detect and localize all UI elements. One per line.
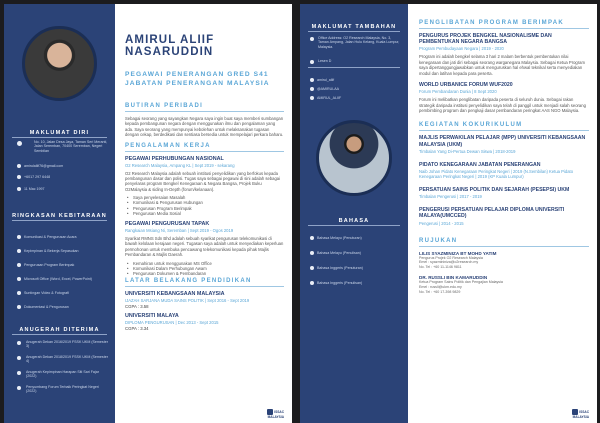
job-description: O2 Research Malaysia adalah sebuah institusi penyelidikan yang berfokus kepada pembangunan dasar dan polisi. Tugas saya sebagai pegawai di sini adalah sebagai penyelaras program Bengkel Kenegaraan & Negara Bangsa, Projek Buku O2Malaysia & siding In-Depth (forum/kelanaan). [125, 170, 281, 192]
referee-line: No. Tel : +60 17-398 9829 [419, 289, 461, 294]
phone-icon [17, 175, 21, 179]
program-meta: Forum Pembandaran Dunia | 8 Sept 2020 [419, 89, 497, 95]
language-label: Bahasa Inggeris (Penulisan) [317, 280, 363, 285]
referee-line: No. Tel : +60 11-1146 9811 [419, 264, 462, 269]
activity-title: MAJLIS PERWAKILAN PELAJAR (MPP) UNIVERSITI KEBANGSAAN MALAYSIA (UKM) [419, 135, 586, 148]
skill-item [14, 228, 107, 239]
job-title-2: JABATAN PENERANGAN MALAYSIA [125, 80, 270, 87]
job-title: PEGAWAI PERHUBUNGAN NASIONAL [125, 155, 224, 162]
divider [12, 220, 107, 221]
award-item: Anugerah Dekan 2016/2019 FSSK UKM (Semester 3) [26, 340, 108, 349]
logo-text: ISSAC MALAYSIA [267, 409, 284, 419]
referee-line: Pengurus Projek O2 Research Malaysia [419, 255, 483, 260]
skill-label: Dokumentasi & Pengurusan [24, 304, 69, 309]
job-bullet: • Saya penyelesaian Masalah [125, 195, 284, 200]
language-item [310, 229, 400, 240]
social-handle: @AMIRULAA [317, 86, 340, 91]
skill-label: Suntingan Video & Fotografi [24, 290, 69, 295]
email-row [14, 157, 107, 168]
person-name: AMIRUL ALIIF NASARUDDIN [125, 34, 215, 58]
program-meta: Program Pembudayaan Negara | 2019 - 2020 [419, 46, 504, 52]
skill-item [14, 270, 107, 281]
program-description: Forum ini melibatkan penglibatan daripada peserta di seluruh dunia. Sebagai rakan strategik daripada institusi penyelidikan saya telah di panggil untuk menjadi salah seorang pembimbing program dan pengkaji dasar pembandaran peringkat AAS NGO Malaysia. [419, 97, 586, 114]
job-bullet: • Komunikasi Dalam Perhubungan Awam [125, 266, 284, 271]
section-heading: BUTIRAN PERIBADI [125, 103, 204, 109]
program-title: WORLD URBANICE FORUM WUF2020 [419, 82, 513, 89]
globe-icon [310, 281, 314, 285]
job-bullet: • Kemahiran untuk menggunakan MS Office [125, 261, 284, 266]
cv-page-2 [300, 4, 597, 423]
language-item [310, 259, 400, 270]
divider [308, 67, 400, 68]
phone-text: +6017 297 6448 [24, 174, 51, 179]
social-handle: AMIRUL_ALIIF [317, 95, 342, 100]
email-text: amirulaliif76@gmail.com [24, 163, 64, 168]
school-name: UNIVERSITI MALAYA [125, 313, 179, 320]
skill-item [14, 284, 107, 295]
contact-heading: MAKLUMAT DIRI [29, 130, 90, 136]
section-heading: PENGLIBATAN PROGRAM BERIMPAK [419, 20, 565, 26]
divider [12, 334, 107, 335]
referee-name: LILIS SYAZMINIZA BT MOHD YATIM [419, 250, 497, 256]
skill-item [14, 256, 107, 267]
referee-line: Ketua Program Sains Politik dan Pengajian Malaysia [419, 280, 503, 285]
trophy-icon [17, 386, 21, 390]
license-icon [310, 60, 314, 64]
school-name: UNIVERSITI KEBANGSAAN MALAYSIA [125, 291, 225, 298]
award-item: Anugerah Kepimpinan Harapan Siti Sari Fajar (2022) [26, 370, 99, 379]
skills-heading: RINGKASAN KEBITARAAN [12, 213, 107, 219]
awards-heading: ANUGERAH DITERIMA [19, 327, 100, 333]
award-item: Penyumbang Forum Terbaik Peringkat Negeri (2022) [26, 385, 99, 394]
trophy-icon [17, 341, 21, 345]
language-item [310, 244, 400, 255]
activity-meta: Naib Johan Pidato Kenegaraan Peringkat Negeri | 2019 (N.Sembilan) Ketua Pidato Kenegaraan Peringkat Negeri | 2019 (KP Kuala Lumpur) [419, 169, 574, 180]
skill-item [14, 298, 107, 309]
referee-line: Emel : syazmininiza@o2research.my [419, 260, 479, 265]
job-bullet: • Pengurusan Program Berimpak [125, 206, 284, 211]
program-title: PENGURUS PROJEK BENGKEL NASIONALISME DAN PEMBENTUKAN NEGARA BANGSA [419, 33, 552, 46]
profile-paragraph: Sebagai seorang yang sayangkan Negara saya ingin buat saya memberi sumbangan kepada pembangunan negara dengan menggunakan ilmu dan pengalaman yang ada. Saya seorang yang mempunyai kebolehan untuk melaksanakan tugasan dengan cekap, berdedikasi dan sentiasa bersedia untuk mempelajari perkara baharu. [125, 116, 284, 138]
main-column-left [115, 4, 292, 423]
license-text: Lesen D [318, 59, 332, 63]
org-logo [262, 409, 284, 417]
job-meta: Rangkaian Msiang Ni, Seremban | Sept 2019 - Ogos 2019 [125, 228, 234, 234]
section-heading: KEGIATAN KOKURIKULUM [419, 122, 523, 129]
bullet-icon [17, 249, 21, 253]
section-heading: RUJUKAN [419, 237, 458, 244]
school-meta: IJAZAH SARJANA MUDA SAINS POLITIK | Sept 2016 - Sept 2019 [125, 298, 250, 304]
divider [419, 246, 589, 247]
referee-name: DR. RUSSLI BIN KAMARUDDIN [419, 275, 488, 281]
activity-title: PENGERUSI PERSATUAN PELAJAR DIPLOMA UNIVERSITI MALAYA(UMCCED) [419, 207, 565, 220]
main-column-right [408, 4, 597, 423]
language-item [310, 274, 400, 285]
logo-text: ISSAC MALAYSIA [572, 409, 589, 419]
event-photo [316, 120, 392, 196]
job-title: PEGAWAI PENGURUSAN TAPAK [125, 221, 210, 228]
activity-title: PIDATO KENEGARAAN JABATAN PENERANGAN [419, 161, 541, 168]
location-icon [17, 141, 22, 146]
divider [308, 225, 400, 226]
divider [125, 151, 284, 152]
job-bullet: • Pengurusan Dokumen & Pembandaran [125, 271, 284, 276]
address-text: No. 10, Jalan Desa Jaya, Taman Seri Meranti, Jalan Seremban, 70400 Seremban, Negeri Sembilan [34, 140, 108, 153]
social-handle: amirul_aliif [317, 77, 335, 82]
job-description: Syarikat RMNS Sdn Bhd adalah sebuah syarikat pengurusan telekomunikasi di bawah kelolaan kerajaan negeri. Tugasan saya adalah untuk menyediakan keperluan permohonan untuk membuka pencawang telekomunikasi kepada pihak Majlis Pembandaran & Majlis Daerah. [125, 236, 284, 258]
activity-meta: Pengerusi | 2014 - 2015 [419, 220, 464, 226]
sidebar-right [300, 4, 408, 423]
bullet-icon [17, 277, 21, 281]
trophy-icon [17, 356, 21, 360]
skill-label: Kepimpinan & Bekerja Sepasukan [24, 248, 79, 253]
twitter-icon [310, 96, 314, 100]
divider [419, 130, 589, 131]
activity-meta: Timbalan Pengerusi | 2017 - 2019 [419, 194, 482, 200]
trophy-icon [17, 371, 21, 375]
bullet-icon [17, 263, 21, 267]
calendar-icon [17, 187, 21, 191]
globe-icon [310, 236, 314, 240]
org-logo [567, 409, 589, 417]
program-description: Program ini adalah bengkel selama 3 hari 2 malam berbentuk pembentukan nilai kenegaraan dan jati diri sebagai seorang warganegara Malaysia. Sebagai Ketua Program saya dipertanggungjawabkan untuk menguruskan hal ehwal teknikal serta menyediakan modul dan latihan kepada para peserta. [419, 54, 585, 76]
job-title-1: PEGAWAI PENERANGAN GRED S41 [125, 71, 269, 78]
award-item: Anugerah Dekan 2018/2019 FSSK UKM (Semester 4) [26, 355, 108, 364]
school-cgpa: CGPA : 3.34 [125, 326, 149, 332]
office-address: Office Address: O2 Research Malaysia, No. 3, Taman Ampang, Jalan Hulu Kelang, Kuala Lumpur, Malaysia. [318, 36, 400, 49]
profile-photo [22, 26, 97, 101]
extra-text: 11 Mac 1997 [24, 186, 45, 191]
extra-info-heading: MAKLUMAT TAMBAHAN [311, 24, 397, 30]
job-meta: O2 Research Malaysia, Ampang KL | Sept 2019 - sekarang [125, 162, 235, 168]
building-icon [310, 37, 314, 41]
school-cgpa: CGPA : 3.58 [125, 304, 149, 310]
language-label: Bahasa Melayu (Penulisan) [317, 250, 361, 255]
section-heading: PENGALAMAN KERJA [125, 142, 211, 149]
cv-page-1 [4, 4, 292, 423]
divider [419, 28, 589, 29]
language-heading: BAHASA [338, 218, 370, 224]
school-meta: DIPLOMA PENGURUSAN | Dec 2013 - Sept 2015 [125, 320, 219, 326]
sidebar-left [4, 4, 115, 423]
divider [12, 137, 107, 138]
divider [125, 111, 284, 112]
skill-label: Pengurusan Program Berimpak [24, 262, 75, 267]
bullet-icon [17, 291, 21, 295]
extra-row [14, 180, 107, 191]
language-label: Bahasa Melayu (Penuturan) [317, 235, 362, 240]
globe-icon [310, 251, 314, 255]
bullet-icon [17, 305, 21, 309]
activity-meta: Timbalan Yang Di-Pertua Dewan Siswa | 2018-2019 [419, 148, 516, 154]
referee-line: Emel : russli@ukm.edu.my [419, 285, 462, 290]
skill-label: Komunikasi & Pengurusan Acara [24, 234, 77, 239]
globe-icon [310, 266, 314, 270]
divider [125, 286, 284, 287]
section-heading: LATAR BELAKANG PENDIDIKAN [125, 278, 252, 285]
activity-title: PERSATUAN SAINS POLITIK DAN SEJARAH (PESEPSI) UKM [419, 187, 570, 194]
job-bullet: • Komunikasi & Pengurusan Hubungan [125, 200, 284, 205]
divider [308, 31, 400, 32]
phone-row [14, 168, 107, 179]
language-label: Bahasa Inggeris (Penuturan) [317, 265, 363, 270]
skill-item [14, 242, 107, 253]
bullet-icon [17, 235, 21, 239]
social-row [310, 71, 400, 82]
job-bullet: • Pengurusan Media Sosial [125, 211, 284, 216]
skill-label: Microsoft Office (Word, Excel, PowerPoint) [24, 276, 92, 281]
